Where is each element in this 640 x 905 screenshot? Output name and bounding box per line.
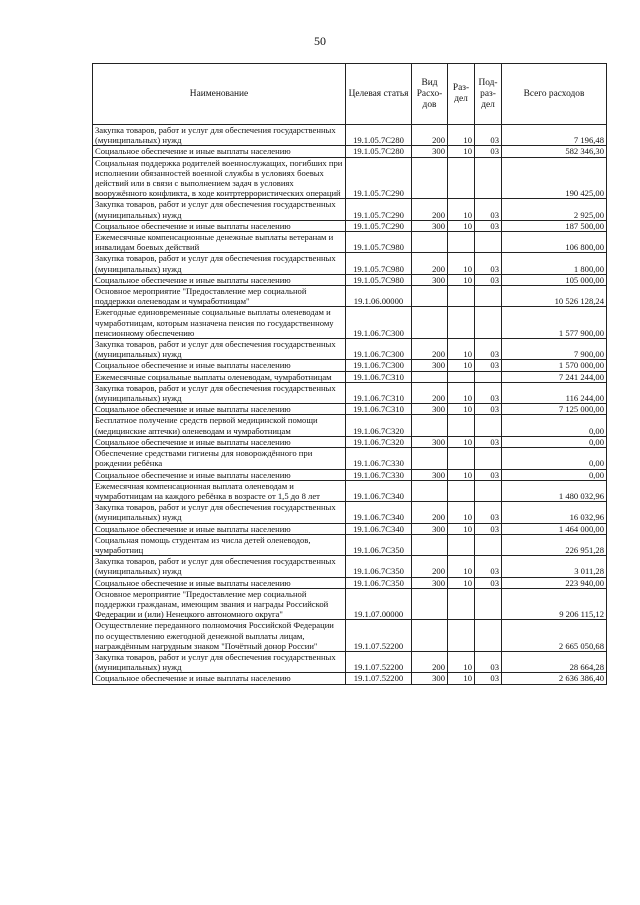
cell-section — [448, 232, 475, 253]
cell-name: Закупка товаров, работ и услуг для обеспечения государственных (муниципальных) нужд — [93, 502, 346, 523]
cell-section — [448, 620, 475, 652]
cell-total: 582 346,30 — [502, 146, 607, 157]
table-row — [93, 253, 607, 274]
cell-target: 19.1.05.7С290 — [346, 199, 412, 220]
cell-section — [448, 307, 475, 339]
cell-subsection — [475, 157, 502, 199]
cell-section: 10 — [448, 146, 475, 157]
cell-kind — [412, 480, 448, 501]
cell-kind: 200 — [412, 556, 448, 577]
cell-section: 10 — [448, 125, 475, 146]
cell-kind — [412, 415, 448, 436]
cell-name: Социальное обеспечение и иные выплаты населению — [93, 404, 346, 415]
table-row — [93, 469, 607, 480]
cell-section: 10 — [448, 404, 475, 415]
cell-target: 19.1.05.7С280 — [346, 146, 412, 157]
cell-subsection: 03 — [475, 523, 502, 534]
cell-section: 10 — [448, 199, 475, 220]
cell-total: 1 464 000,00 — [502, 523, 607, 534]
header-total: Всего расходов — [502, 64, 607, 125]
cell-total: 7 900,00 — [502, 339, 607, 360]
table-row — [93, 125, 607, 146]
cell-kind: 300 — [412, 220, 448, 231]
table-row — [93, 232, 607, 253]
cell-subsection: 03 — [475, 651, 502, 672]
header-target: Целевая статья — [346, 64, 412, 125]
cell-target: 19.1.06.7С320 — [346, 415, 412, 436]
cell-total: 1 570 000,00 — [502, 360, 607, 371]
cell-kind: 300 — [412, 436, 448, 447]
cell-section: 10 — [448, 339, 475, 360]
cell-name: Закупка товаров, работ и услуг для обеспечения государственных (муниципальных) нужд — [93, 339, 346, 360]
table-row — [93, 534, 607, 555]
cell-name: Закупка товаров, работ и услуг для обеспечения государственных (муниципальных) нужд — [93, 651, 346, 672]
cell-target: 19.1.06.7С340 — [346, 480, 412, 501]
cell-total: 105 000,00 — [502, 274, 607, 285]
cell-target: 19.1.07.52200 — [346, 673, 412, 684]
cell-target: 19.1.06.7С340 — [346, 502, 412, 523]
table-row — [93, 404, 607, 415]
cell-section — [448, 371, 475, 382]
table-row — [93, 523, 607, 534]
cell-kind — [412, 371, 448, 382]
cell-subsection — [475, 534, 502, 555]
cell-target: 19.1.06.7С350 — [346, 534, 412, 555]
cell-subsection: 03 — [475, 146, 502, 157]
table-row — [93, 448, 607, 469]
cell-kind: 300 — [412, 469, 448, 480]
cell-subsection: 03 — [475, 199, 502, 220]
cell-name: Основное мероприятие "Предоставление мер социальной поддержки гражданам, имеющим звания и награды Российской Федерации и (или) Ненецкого автономного округа" — [93, 588, 346, 620]
cell-target: 19.1.06.7С300 — [346, 307, 412, 339]
table-row — [93, 620, 607, 652]
cell-subsection — [475, 620, 502, 652]
cell-section: 10 — [448, 253, 475, 274]
table-row — [93, 220, 607, 231]
cell-kind — [412, 157, 448, 199]
table-body — [93, 125, 607, 685]
cell-subsection — [475, 307, 502, 339]
cell-total: 7 241 244,00 — [502, 371, 607, 382]
cell-total: 2 925,00 — [502, 199, 607, 220]
cell-total: 190 425,00 — [502, 157, 607, 199]
cell-total: 0,00 — [502, 448, 607, 469]
cell-target: 19.1.05.7С980 — [346, 232, 412, 253]
cell-name: Осуществление переданного полномочия Российской Федерации по осуществлению ежегодной денежной выплаты лицам, награждённым нагрудным знаком "Почётный донор России" — [93, 620, 346, 652]
cell-section: 10 — [448, 469, 475, 480]
cell-subsection: 03 — [475, 339, 502, 360]
cell-target: 19.1.05.7С980 — [346, 274, 412, 285]
cell-target: 19.1.07.52200 — [346, 651, 412, 672]
cell-total: 10 526 128,24 — [502, 286, 607, 307]
header-name: Наименование — [93, 64, 346, 125]
cell-section: 10 — [448, 382, 475, 403]
cell-kind: 300 — [412, 673, 448, 684]
cell-section — [448, 448, 475, 469]
table-row — [93, 199, 607, 220]
cell-section: 10 — [448, 502, 475, 523]
cell-total: 0,00 — [502, 436, 607, 447]
budget-table — [92, 63, 607, 685]
cell-name: Ежемесячные компенсационные денежные выплаты ветеранам и инвалидам боевых действий — [93, 232, 346, 253]
cell-total: 226 951,28 — [502, 534, 607, 555]
cell-target: 19.1.05.7С280 — [346, 125, 412, 146]
cell-section — [448, 415, 475, 436]
cell-target: 19.1.06.7С310 — [346, 371, 412, 382]
cell-kind — [412, 232, 448, 253]
cell-target: 19.1.05.7С290 — [346, 220, 412, 231]
cell-subsection: 03 — [475, 360, 502, 371]
cell-kind — [412, 307, 448, 339]
cell-kind: 300 — [412, 523, 448, 534]
cell-name: Социальная помощь студентам из числа детей оленеводов, чумработниц — [93, 534, 346, 555]
table-row — [93, 146, 607, 157]
table-row — [93, 371, 607, 382]
cell-subsection — [475, 415, 502, 436]
cell-subsection: 03 — [475, 673, 502, 684]
cell-kind: 300 — [412, 360, 448, 371]
cell-kind — [412, 588, 448, 620]
cell-name: Закупка товаров, работ и услуг для обеспечения государственных (муниципальных) нужд — [93, 125, 346, 146]
cell-target: 19.1.06.7С310 — [346, 382, 412, 403]
table-row — [93, 673, 607, 684]
cell-name: Ежемесячные социальные выплаты оленеводам, чумработницам — [93, 371, 346, 382]
cell-name: Основное мероприятие "Предоставление мер социальной поддержки оленеводам и чумработницам" — [93, 286, 346, 307]
cell-name: Социальное обеспечение и иные выплаты населению — [93, 220, 346, 231]
cell-kind: 200 — [412, 502, 448, 523]
cell-kind: 300 — [412, 577, 448, 588]
cell-kind: 200 — [412, 651, 448, 672]
table-header-row — [93, 64, 607, 125]
cell-section: 10 — [448, 523, 475, 534]
cell-name: Закупка товаров, работ и услуг для обеспечения государственных (муниципальных) нужд — [93, 253, 346, 274]
cell-subsection — [475, 286, 502, 307]
table-row — [93, 577, 607, 588]
cell-total: 9 206 115,12 — [502, 588, 607, 620]
cell-subsection: 03 — [475, 274, 502, 285]
cell-target: 19.1.07.52200 — [346, 620, 412, 652]
table-row — [93, 360, 607, 371]
cell-name: Социальное обеспечение и иные выплаты населению — [93, 523, 346, 534]
cell-section — [448, 480, 475, 501]
cell-name: Социальное обеспечение и иные выплаты населению — [93, 274, 346, 285]
cell-total: 223 940,00 — [502, 577, 607, 588]
cell-section: 10 — [448, 360, 475, 371]
cell-subsection: 03 — [475, 469, 502, 480]
budget-table-container — [92, 63, 606, 685]
cell-target: 19.1.06.7С310 — [346, 404, 412, 415]
cell-target: 19.1.06.7С330 — [346, 448, 412, 469]
cell-total: 1 480 032,96 — [502, 480, 607, 501]
cell-subsection: 03 — [475, 220, 502, 231]
cell-subsection: 03 — [475, 436, 502, 447]
cell-subsection: 03 — [475, 502, 502, 523]
cell-kind: 200 — [412, 199, 448, 220]
cell-section: 10 — [448, 436, 475, 447]
cell-target: 19.1.07.00000 — [346, 588, 412, 620]
table-row — [93, 502, 607, 523]
header-section: Раз-дел — [448, 64, 475, 125]
cell-total: 1 800,00 — [502, 253, 607, 274]
cell-target: 19.1.06.7С300 — [346, 339, 412, 360]
table-row — [93, 307, 607, 339]
cell-name: Социальная поддержка родителей военнослужащих, погибших при исполнении обязанностей военной службы в условиях боевых действий или в связи с выполнением задач в условиях вооружённого конфликта, в ходе контртеррористических операций — [93, 157, 346, 199]
cell-total: 0,00 — [502, 415, 607, 436]
cell-section — [448, 588, 475, 620]
cell-subsection — [475, 371, 502, 382]
cell-subsection: 03 — [475, 556, 502, 577]
cell-total: 7 125 000,00 — [502, 404, 607, 415]
cell-section: 10 — [448, 673, 475, 684]
cell-subsection: 03 — [475, 382, 502, 403]
cell-target: 19.1.06.7С350 — [346, 556, 412, 577]
cell-total: 16 032,96 — [502, 502, 607, 523]
cell-target: 19.1.06.7С340 — [346, 523, 412, 534]
cell-subsection: 03 — [475, 577, 502, 588]
cell-name: Социальное обеспечение и иные выплаты населению — [93, 360, 346, 371]
cell-kind: 300 — [412, 404, 448, 415]
table-row — [93, 588, 607, 620]
table-row — [93, 556, 607, 577]
cell-kind: 200 — [412, 382, 448, 403]
table-row — [93, 651, 607, 672]
cell-kind: 300 — [412, 146, 448, 157]
cell-name: Социальное обеспечение и иные выплаты населению — [93, 469, 346, 480]
cell-subsection — [475, 448, 502, 469]
cell-section: 10 — [448, 220, 475, 231]
cell-total: 2 665 050,68 — [502, 620, 607, 652]
cell-section: 10 — [448, 556, 475, 577]
cell-subsection — [475, 232, 502, 253]
cell-kind — [412, 620, 448, 652]
cell-target: 19.1.06.00000 — [346, 286, 412, 307]
cell-section: 10 — [448, 274, 475, 285]
cell-target: 19.1.05.7С290 — [346, 157, 412, 199]
cell-subsection: 03 — [475, 253, 502, 274]
cell-target: 19.1.06.7С350 — [346, 577, 412, 588]
cell-total: 2 636 386,40 — [502, 673, 607, 684]
cell-section — [448, 157, 475, 199]
cell-name: Закупка товаров, работ и услуг для обеспечения государственных (муниципальных) нужд — [93, 382, 346, 403]
cell-kind: 200 — [412, 253, 448, 274]
cell-name: Социальное обеспечение и иные выплаты населению — [93, 146, 346, 157]
cell-name: Бесплатное получение средств первой медицинской помощи (медицинские аптечки) оленеводам и чумработницам — [93, 415, 346, 436]
table-row — [93, 157, 607, 199]
table-row — [93, 286, 607, 307]
cell-subsection — [475, 480, 502, 501]
cell-subsection: 03 — [475, 125, 502, 146]
cell-name: Ежемесячная компенсационная выплата оленеводам и чумработницам на каждого ребёнка в возрасте от 1,5 до 8 лет — [93, 480, 346, 501]
table-row — [93, 436, 607, 447]
cell-target: 19.1.05.7С980 — [346, 253, 412, 274]
cell-kind — [412, 286, 448, 307]
cell-section — [448, 534, 475, 555]
cell-name: Обеспечение средствами гигиены для новорождённого при рождении ребёнка — [93, 448, 346, 469]
cell-target: 19.1.06.7С330 — [346, 469, 412, 480]
cell-total: 28 664,28 — [502, 651, 607, 672]
cell-total: 106 800,00 — [502, 232, 607, 253]
cell-target: 19.1.06.7С320 — [346, 436, 412, 447]
table-row — [93, 415, 607, 436]
cell-kind — [412, 534, 448, 555]
cell-total: 3 011,28 — [502, 556, 607, 577]
cell-section: 10 — [448, 577, 475, 588]
cell-subsection: 03 — [475, 404, 502, 415]
cell-kind: 300 — [412, 274, 448, 285]
cell-kind — [412, 448, 448, 469]
cell-name: Социальное обеспечение и иные выплаты населению — [93, 673, 346, 684]
cell-kind: 200 — [412, 125, 448, 146]
header-subsection: Под-раз-дел — [475, 64, 502, 125]
header-kind: Вид Расхо-дов — [412, 64, 448, 125]
cell-section: 10 — [448, 651, 475, 672]
cell-total: 116 244,00 — [502, 382, 607, 403]
cell-name: Ежегодные единовременные социальные выплаты оленеводам и чумработницам, которым назначена пенсия по государственному пенсионному обеспечению — [93, 307, 346, 339]
table-row — [93, 480, 607, 501]
cell-name: Закупка товаров, работ и услуг для обеспечения государственных (муниципальных) нужд — [93, 556, 346, 577]
table-row — [93, 274, 607, 285]
page-number: 50 — [314, 34, 326, 48]
table-row — [93, 382, 607, 403]
cell-kind: 200 — [412, 339, 448, 360]
cell-total: 7 196,48 — [502, 125, 607, 146]
cell-subsection — [475, 588, 502, 620]
cell-target: 19.1.06.7С300 — [346, 360, 412, 371]
cell-name: Социальное обеспечение и иные выплаты населению — [93, 577, 346, 588]
table-row — [93, 339, 607, 360]
cell-total: 1 577 900,00 — [502, 307, 607, 339]
cell-total: 0,00 — [502, 469, 607, 480]
cell-name: Закупка товаров, работ и услуг для обеспечения государственных (муниципальных) нужд — [93, 199, 346, 220]
cell-name: Социальное обеспечение и иные выплаты населению — [93, 436, 346, 447]
cell-total: 187 500,00 — [502, 220, 607, 231]
cell-section — [448, 286, 475, 307]
